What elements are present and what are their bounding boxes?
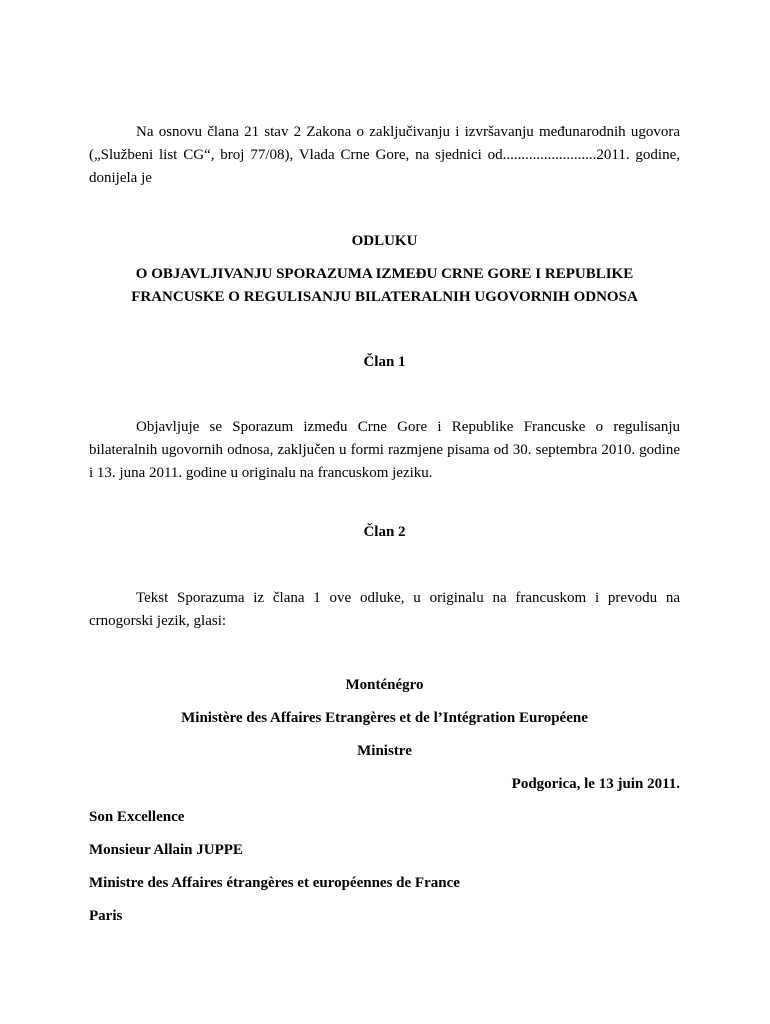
addressee-line-3: Ministre des Affaires étrangères et européennes de France [89, 875, 460, 891]
addressee-line-1: Son Excellence [89, 809, 185, 825]
article-2-heading: Član 2 [363, 524, 406, 540]
intro-paragraph [89, 121, 680, 190]
letter-country: Monténégro [345, 677, 424, 693]
article-1-paragraph [89, 416, 680, 485]
article-2-paragraph [89, 587, 680, 633]
letter-role: Ministre [357, 743, 412, 759]
addressee-line-4: Paris [89, 908, 123, 924]
decision-subtitle: O OBJAVLJIVANJU SPORAZUMA IZMEĐU CRNE GORE I REPUBLIKE FRANCUSKE O REGULISANJU BILATERALNIH UGOVORNIH ODNOSA [131, 266, 638, 305]
article-1-heading: Član 1 [363, 354, 406, 370]
decision-heading: ODLUKU [351, 233, 418, 249]
intro-text: Na osnovu člana 21 stav 2 Zakona o zaključivanju i izvršavanju međunarodnih ugovora („Službeni list CG“, broj 77/08), Vlada Crne Gore, na sjednici od.........................2011. godine, donijela je [89, 124, 680, 186]
letter-ministry: Ministère des Affaires Etrangères et de l’Intégration Européene [181, 710, 588, 726]
article-1-text: Objavljuje se Sporazum između Crne Gore i Republike Francuske o regulisanju bilateralnih ugovornih odnosa, zaključen u formi razmjene pisama od 30. septembra 2010. godine i 13. juna 2011. godine u originalu na francuskom jeziku. [89, 419, 680, 481]
article-2-text: Tekst Sporazuma iz člana 1 ove odluke, u originalu na francuskom i prevodu na crnogorski jezik, glasi: [89, 590, 680, 629]
addressee-line-2: Monsieur Allain JUPPE [89, 842, 243, 858]
letter-date-line: Podgorica, le 13 juin 2011. [511, 776, 680, 792]
